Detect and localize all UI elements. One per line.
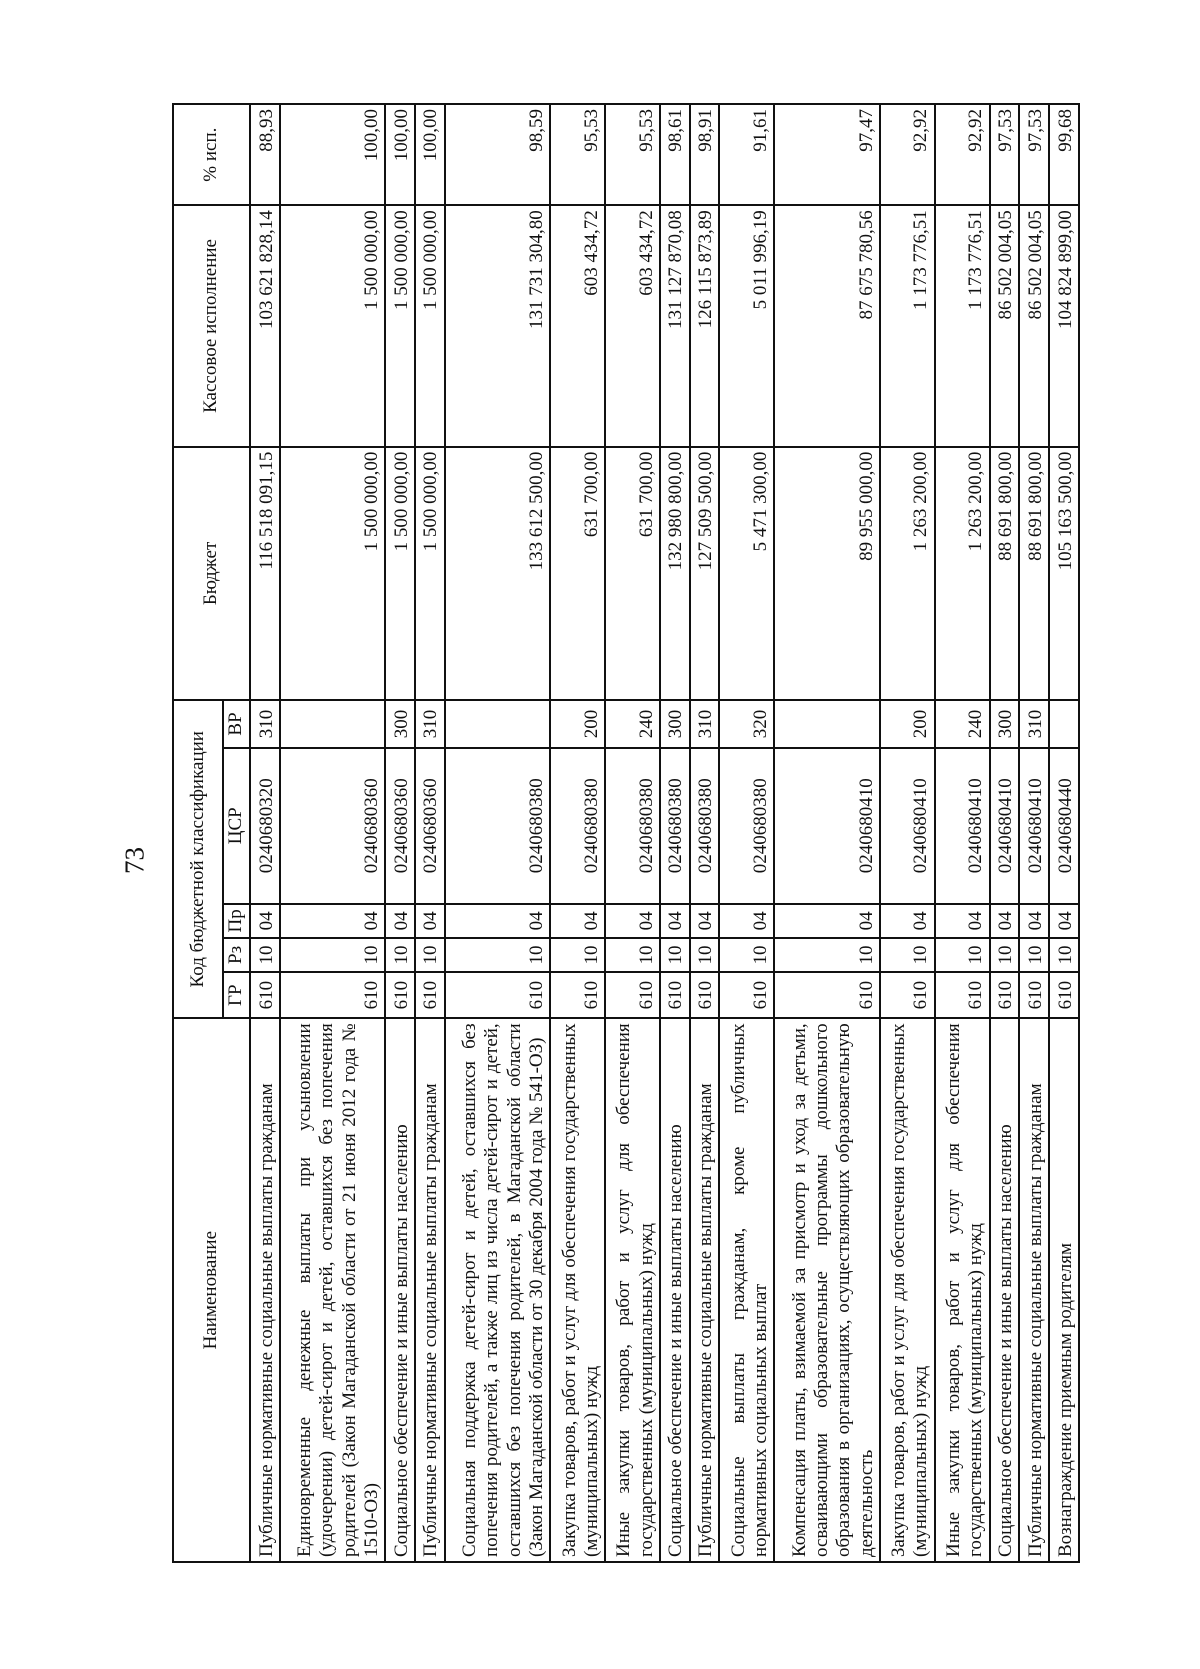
header-percent-executed: % исп. [173, 104, 250, 205]
row-cash-execution: 603 434,72 [550, 205, 605, 446]
row-rz: 10 [719, 938, 774, 972]
row-vr [774, 700, 879, 748]
row-pr: 04 [1019, 904, 1049, 938]
header-rz: Рз [223, 938, 250, 972]
row-percent-executed: 98,91 [690, 104, 720, 205]
table-row [1049, 104, 1079, 1562]
row-name: Публичные нормативные социальные выплаты гражданам [250, 1018, 280, 1562]
row-gr: 610 [415, 972, 445, 1018]
rotated-page-content [172, 103, 1080, 1563]
row-cash-execution: 104 824 899,00 [1049, 205, 1079, 446]
row-cash-execution: 86 502 004,05 [1019, 205, 1049, 446]
row-pr: 04 [445, 904, 550, 938]
row-csr: 0240680440 [1049, 748, 1079, 904]
row-rz: 10 [1019, 938, 1049, 972]
row-percent-executed: 95,53 [605, 104, 660, 205]
row-cash-execution: 1 173 776,51 [880, 205, 935, 446]
table-row [280, 104, 385, 1562]
row-pr: 04 [774, 904, 879, 938]
row-rz: 10 [445, 938, 550, 972]
row-gr: 610 [605, 972, 660, 1018]
row-gr: 610 [250, 972, 280, 1018]
table-row [990, 104, 1020, 1562]
row-gr: 610 [719, 972, 774, 1018]
row-name: Социальное обеспечение и иные выплаты населению [660, 1018, 690, 1562]
row-budget: 1 500 000,00 [280, 447, 385, 701]
row-budget: 5 471 300,00 [719, 447, 774, 701]
row-budget: 1 263 200,00 [935, 447, 990, 701]
row-csr: 0240680360 [415, 748, 445, 904]
row-rz: 10 [250, 938, 280, 972]
row-pr: 04 [660, 904, 690, 938]
row-name: Публичные нормативные социальные выплаты гражданам [690, 1018, 720, 1562]
row-pr: 04 [250, 904, 280, 938]
row-rz: 10 [660, 938, 690, 972]
row-name: Социальное обеспечение и иные выплаты населению [990, 1018, 1020, 1562]
row-gr: 610 [1019, 972, 1049, 1018]
table-row [385, 104, 415, 1562]
row-percent-executed: 100,00 [415, 104, 445, 205]
row-vr: 310 [690, 700, 720, 748]
row-csr: 0240680360 [385, 748, 415, 904]
row-gr: 610 [690, 972, 720, 1018]
row-vr: 200 [880, 700, 935, 748]
table-row [605, 104, 660, 1562]
row-budget: 89 955 000,00 [774, 447, 879, 701]
row-gr: 610 [660, 972, 690, 1018]
row-percent-executed: 100,00 [385, 104, 415, 205]
row-vr: 310 [250, 700, 280, 748]
row-vr: 300 [990, 700, 1020, 748]
row-gr: 610 [550, 972, 605, 1018]
row-name: Публичные нормативные социальные выплаты гражданам [415, 1018, 445, 1562]
row-cash-execution: 1 500 000,00 [385, 205, 415, 446]
header-pr: Пр [223, 904, 250, 938]
page-number: 73 [119, 847, 150, 874]
row-budget: 88 691 800,00 [990, 447, 1020, 701]
row-budget: 631 700,00 [550, 447, 605, 701]
row-budget: 132 980 800,00 [660, 447, 690, 701]
row-cash-execution: 87 675 780,56 [774, 205, 879, 446]
row-rz: 10 [774, 938, 879, 972]
row-gr: 610 [1049, 972, 1079, 1018]
row-vr: 310 [1019, 700, 1049, 748]
row-cash-execution: 126 115 873,89 [690, 205, 720, 446]
table-row [250, 104, 280, 1562]
row-csr: 0240680380 [550, 748, 605, 904]
row-budget: 127 509 500,00 [690, 447, 720, 701]
row-gr: 610 [385, 972, 415, 1018]
row-cash-execution: 5 011 996,19 [719, 205, 774, 446]
row-pr: 04 [690, 904, 720, 938]
row-name: Иные закупки товаров, работ и услуг для обеспечения государственных (муниципальных) нужд [935, 1018, 990, 1562]
row-vr: 310 [415, 700, 445, 748]
row-name: Публичные нормативные социальные выплаты гражданам [1019, 1018, 1049, 1562]
row-pr: 04 [880, 904, 935, 938]
row-percent-executed: 99,68 [1049, 104, 1079, 205]
table-row [660, 104, 690, 1562]
row-cash-execution: 1 173 776,51 [935, 205, 990, 446]
row-csr: 0240680410 [1019, 748, 1049, 904]
row-budget: 105 163 500,00 [1049, 447, 1079, 701]
row-csr: 0240680380 [445, 748, 550, 904]
row-pr: 04 [385, 904, 415, 938]
row-cash-execution: 131 127 870,08 [660, 205, 690, 446]
header-vr: ВР [223, 700, 250, 748]
row-percent-executed: 88,93 [250, 104, 280, 205]
row-cash-execution: 103 621 828,14 [250, 205, 280, 446]
table-row [774, 104, 879, 1562]
row-gr: 610 [935, 972, 990, 1018]
row-percent-executed: 91,61 [719, 104, 774, 205]
table-row [880, 104, 935, 1562]
row-name: Закупка товаров, работ и услуг для обеспечения государственных (муниципальных) нужд [880, 1018, 935, 1562]
row-csr: 0240680410 [935, 748, 990, 904]
row-cash-execution: 86 502 004,05 [990, 205, 1020, 446]
row-rz: 10 [280, 938, 385, 972]
row-csr: 0240680380 [605, 748, 660, 904]
row-pr: 04 [990, 904, 1020, 938]
row-rz: 10 [935, 938, 990, 972]
row-gr: 610 [774, 972, 879, 1018]
row-vr [445, 700, 550, 748]
row-vr: 300 [385, 700, 415, 748]
table-row [415, 104, 445, 1562]
row-percent-executed: 95,53 [550, 104, 605, 205]
row-pr: 04 [415, 904, 445, 938]
row-csr: 0240680360 [280, 748, 385, 904]
row-percent-executed: 100,00 [280, 104, 385, 205]
row-vr: 200 [550, 700, 605, 748]
row-vr [280, 700, 385, 748]
header-budget: Бюджет [173, 447, 250, 701]
table-row [1019, 104, 1049, 1562]
row-csr: 0240680380 [660, 748, 690, 904]
budget-execution-table [172, 103, 1080, 1563]
row-csr: 0240680320 [250, 748, 280, 904]
row-percent-executed: 97,53 [990, 104, 1020, 205]
row-gr: 610 [445, 972, 550, 1018]
row-vr [1049, 700, 1079, 748]
table-row [445, 104, 550, 1562]
row-cash-execution: 131 731 304,80 [445, 205, 550, 446]
row-pr: 04 [605, 904, 660, 938]
row-csr: 0240680410 [774, 748, 879, 904]
row-pr: 04 [550, 904, 605, 938]
row-csr: 0240680380 [690, 748, 720, 904]
row-csr: 0240680410 [880, 748, 935, 904]
header-code-group: Код бюджетной классификации [173, 700, 223, 1018]
row-budget: 116 518 091,15 [250, 447, 280, 701]
row-gr: 610 [880, 972, 935, 1018]
row-rz: 10 [1049, 938, 1079, 972]
header-cash-execution: Кассовое исполнение [173, 205, 250, 446]
row-percent-executed: 92,92 [935, 104, 990, 205]
row-name: Закупка товаров, работ и услуг для обеспечения государственных (муниципальных) нужд [550, 1018, 605, 1562]
row-percent-executed: 98,61 [660, 104, 690, 205]
row-gr: 610 [990, 972, 1020, 1018]
row-vr: 300 [660, 700, 690, 748]
row-name: Единовременные денежные выплаты при усыновлении (удочерении) детей-сирот и детей, оставшихся без попечения родителей (Закон Магаданской области от 21 июня 2012 года № 1510-ОЗ) [280, 1018, 385, 1562]
row-cash-execution: 1 500 000,00 [280, 205, 385, 446]
row-rz: 10 [415, 938, 445, 972]
row-rz: 10 [990, 938, 1020, 972]
header-gr: ГР [223, 972, 250, 1018]
row-budget: 133 612 500,00 [445, 447, 550, 701]
row-pr: 04 [935, 904, 990, 938]
row-name: Вознаграждение приемным родителям [1049, 1018, 1079, 1562]
row-name: Социальное обеспечение и иные выплаты населению [385, 1018, 415, 1562]
row-budget: 1 500 000,00 [415, 447, 445, 701]
row-budget: 1 500 000,00 [385, 447, 415, 701]
row-vr: 240 [605, 700, 660, 748]
row-pr: 04 [280, 904, 385, 938]
row-percent-executed: 98,59 [445, 104, 550, 205]
row-vr: 240 [935, 700, 990, 748]
row-name: Социальные выплаты гражданам, кроме публичных нормативных социальных выплат [719, 1018, 774, 1562]
row-rz: 10 [385, 938, 415, 972]
row-name: Социальная поддержка детей-сирот и детей, оставшихся без попечения родителей, а также лиц из числа детей-сирот и детей, оставшихся без попечения родителей, в Магаданской области (Закон Магаданской области от 30 декабря 2004 года № 541-ОЗ) [445, 1018, 550, 1562]
row-vr: 320 [719, 700, 774, 748]
row-gr: 610 [280, 972, 385, 1018]
row-cash-execution: 603 434,72 [605, 205, 660, 446]
row-csr: 0240680380 [719, 748, 774, 904]
table-row [719, 104, 774, 1562]
header-csr: ЦСР [223, 748, 250, 904]
row-percent-executed: 97,47 [774, 104, 879, 205]
row-rz: 10 [605, 938, 660, 972]
table-row [550, 104, 605, 1562]
row-budget: 631 700,00 [605, 447, 660, 701]
row-budget: 88 691 800,00 [1019, 447, 1049, 701]
row-csr: 0240680410 [990, 748, 1020, 904]
row-pr: 04 [719, 904, 774, 938]
row-rz: 10 [550, 938, 605, 972]
table-body [250, 104, 1079, 1562]
row-name: Компенсация платы, взимаемой за присмотр и уход за детьми, осваивающими образовательные программы дошкольного образования в организациях, осуществляющих образовательную деятельность [774, 1018, 879, 1562]
row-percent-executed: 97,53 [1019, 104, 1049, 205]
row-cash-execution: 1 500 000,00 [415, 205, 445, 446]
row-pr: 04 [1049, 904, 1079, 938]
table-row [935, 104, 990, 1562]
row-name: Иные закупки товаров, работ и услуг для обеспечения государственных (муниципальных) нужд [605, 1018, 660, 1562]
row-rz: 10 [880, 938, 935, 972]
row-budget: 1 263 200,00 [880, 447, 935, 701]
table-row [690, 104, 720, 1562]
row-rz: 10 [690, 938, 720, 972]
row-percent-executed: 92,92 [880, 104, 935, 205]
header-name: Наименование [173, 1018, 250, 1562]
